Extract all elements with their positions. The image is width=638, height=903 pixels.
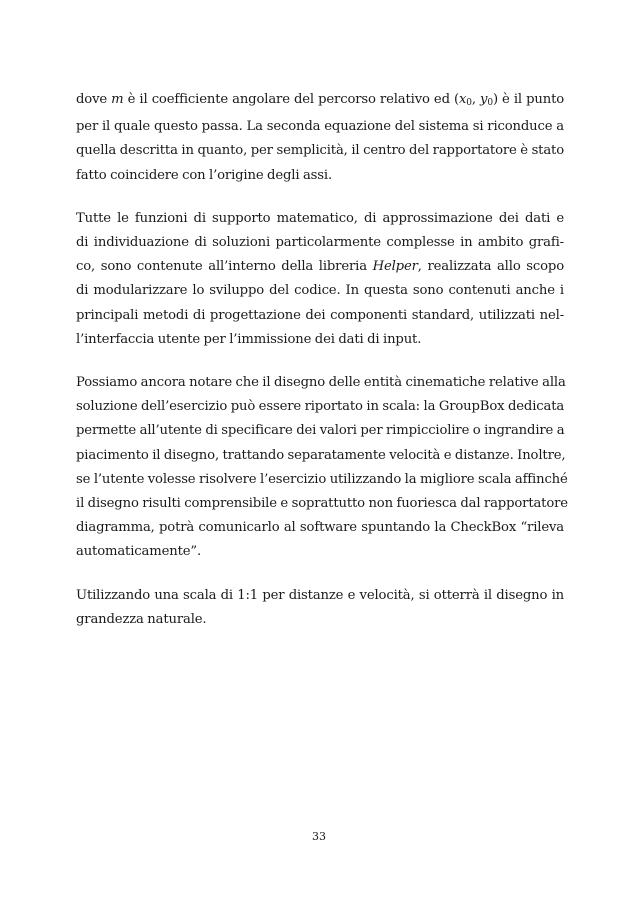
text-line: fatto coincidere con l’origine degli assi. [76,167,333,183]
text-line: di modularizzare lo sviluppo del codice. In questa sono contenuti anche i [76,283,564,299]
text-line: piacimento il disegno, trattando separatamente velocità e distanze. Inoltre, [76,447,566,463]
text-line: diagramma, potrà comunicarlo al software spuntando la CheckBox “rileva [76,520,564,536]
text-line: per il quale questo passa. La seconda equazione del sistema si riconduce a [76,119,564,135]
text-line: quella descritta in quanto, per semplicità, il centro del rapportatore è stato [76,143,564,159]
text-line [76,88,564,115]
math-subscript: 0 [487,98,493,108]
text-line: Tutte le funzioni di supporto matematico, di approssimazione dei dati e [76,210,564,226]
text-fragment: co, sono contenute all’interno della libreria [76,259,373,275]
text-line: di individuazione di soluzioni particolarmente complesse in ambito grafi- [76,235,564,251]
math-variable-m: m [111,92,124,107]
text-line: automaticamente”. [76,544,202,560]
text-fragment: , [471,92,481,107]
text-line: principali metodi di progettazione dei componenti standard, utilizzati nel- [76,307,564,323]
page-body [76,88,568,651]
text-line: Possiamo ancora notare che il disegno delle entità cinematiche relative alla [76,375,566,391]
paragraph-scale-example [76,584,564,632]
text-line: permette all’utente di specificare dei valori per rimpicciolire o ingrandire a [76,423,565,439]
text-line: Utilizzando una scala di 1:1 per distanze e velocità, si otterrà il disegno in [76,587,564,603]
math-subscript: 0 [466,98,472,108]
paragraph-line-equation [76,88,564,188]
library-name: Helper [372,259,418,275]
text-fragment: , realizzata allo scopo [417,259,564,275]
text-line: l’interfaccia utente per l’immissione dei dati di input. [76,331,422,347]
text-fragment: dove [76,92,112,107]
text-fragment: ) è il punto [492,92,565,107]
text-line: se l’utente volesse risolvere l’esercizio utilizzando la migliore scala affinché [76,471,568,487]
text-fragment: è il coefficiente angolare del percorso relativo ed ( [123,92,459,107]
paragraph-scale-drawing [76,371,568,565]
math-variable-y: y [480,92,488,107]
text-line [76,255,564,279]
page-number: 33 [312,830,326,843]
text-line: soluzione dell’esercizio può essere riportato in scala: la GroupBox dedicata [76,399,565,415]
text-line: il disegno risulti comprensibile e soprattutto non fuoriesca dal rapportatore [76,496,568,512]
paragraph-helper-library [76,207,564,352]
text-line: grandezza naturale. [76,611,207,627]
math-variable-x: x [459,92,467,107]
